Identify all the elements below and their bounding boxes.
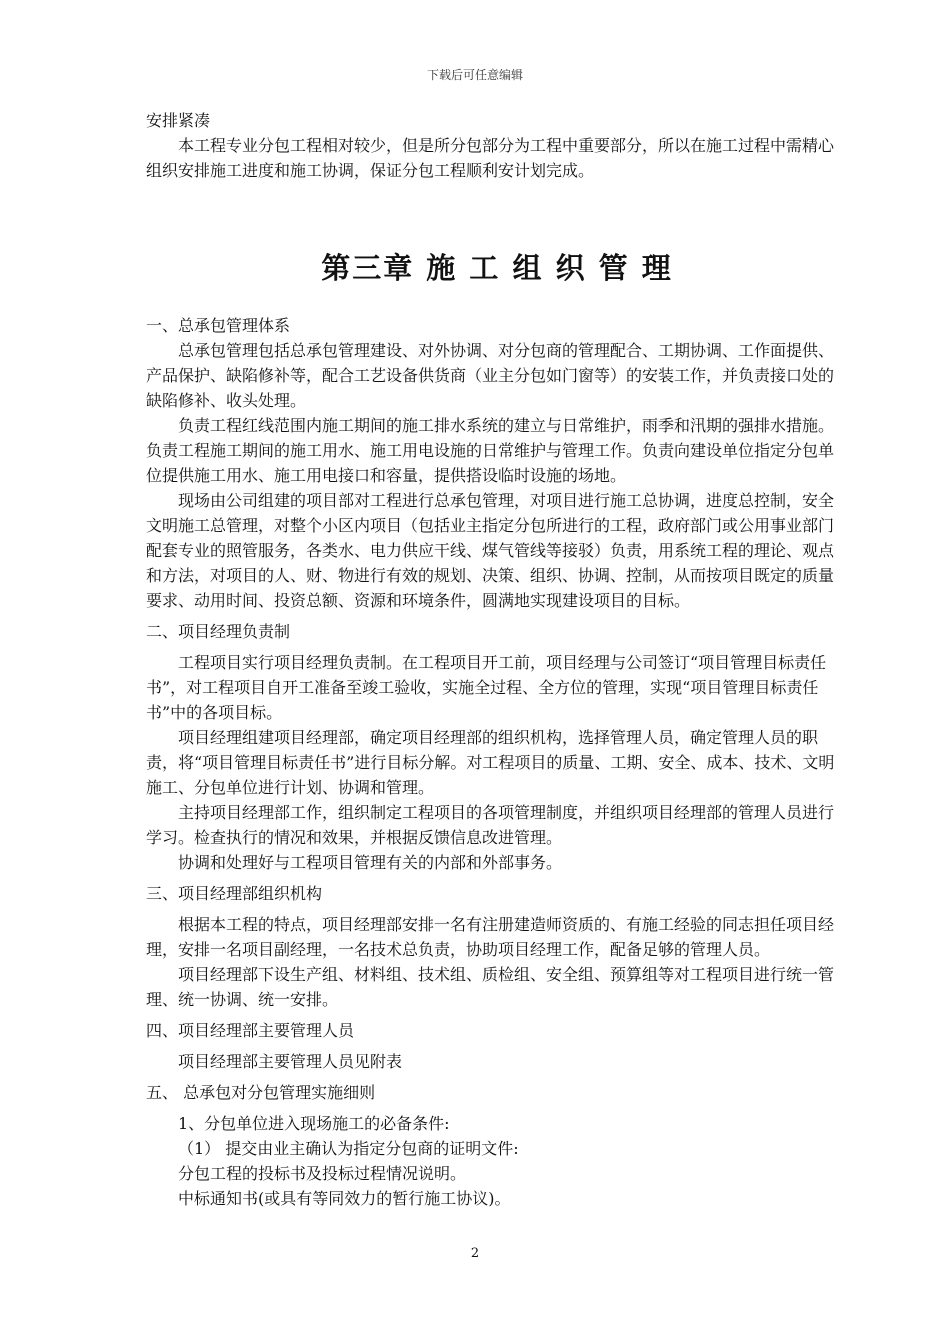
list-item: 1、分包单位进入现场施工的必备条件: [178, 1114, 450, 1133]
paragraph: 根据本工程的特点，项目经理部安排一名有注册建造师资质的、有施工经验的同志担任项目经理，安排一名项目副经理，一名技术总负责，协助项目经理工作，配备足够的管理人员。 [146, 915, 835, 959]
section-heading-2: 二、项目经理负责制 [146, 622, 291, 641]
paragraph: 项目经理部主要管理人员见附表 [178, 1052, 403, 1071]
paragraph: 项目经理组建项目经理部，确定项目经理部的组织机构，选择管理人员，确定管理人员的职责，将“项目管理目标责任书”进行目标分解。对工程项目的质量、工期、安全、成本、技术、文明施工、分包单位进行计划、协调和管理。 [146, 728, 835, 797]
list-item: 中标通知书(或具有等同效力的暂行施工协议)。 [178, 1189, 511, 1208]
list-item: （1） 提交由业主确认为指定分包商的证明文件: [178, 1139, 519, 1158]
intro-paragraph: 本工程专业分包工程相对较少，但是所分包部分为工程中重要部分，所以在施工过程中需精心组织安排施工进度和施工协调，保证分包工程顺利安计划完成。 [146, 136, 835, 180]
list-item: 分包工程的投标书及投标过程情况说明。 [178, 1164, 467, 1183]
section-heading-3: 三、项目经理部组织机构 [146, 884, 323, 903]
section-heading-5: 五、 总承包对分包管理实施细则 [146, 1083, 376, 1102]
paragraph: 负责工程红线范围内施工期间的施工排水系统的建立与日常维护，雨季和汛期的强排水措施。负责工程施工期间的施工用水、施工用电设施的日常维护与管理工作。负责向建设单位指定分包单位提供施工用水、施工用电接口和容量，提供搭设临时设施的场地。 [146, 416, 835, 485]
paragraph: 主持项目经理部工作，组织制定工程项目的各项管理制度，并组织项目经理部的管理人员进行学习。检查执行的情况和效果，并根据反馈信息改进管理。 [146, 803, 835, 847]
document-body [146, 108, 848, 1211]
paragraph: 总承包管理包括总承包管理建设、对外协调、对分包商的管理配合、工期协调、工作面提供、产品保护、缺陷修补等，配合工艺设备供货商（业主分包如门窗等）的安装工作，并负责接口处的缺陷修补、收头处理。 [146, 341, 835, 410]
section-heading-4: 四、项目经理部主要管理人员 [146, 1021, 355, 1040]
paragraph: 协调和处理好与工程项目管理有关的内部和外部事务。 [178, 853, 563, 872]
paragraph: 工程项目实行项目经理负责制。在工程项目开工前，项目经理与公司签订“项目管理目标责任书”，对工程项目自开工准备至竣工验收，实施全过程、全方位的管理，实现“项目管理目标责任书”中的各项目标。 [146, 653, 827, 722]
section-heading-1: 一、总承包管理体系 [146, 316, 291, 335]
paragraph: 现场由公司组建的项目部对工程进行总承包管理，对项目进行施工总协调，进度总控制，安全文明施工总管理，对整个小区内项目（包括业主指定分包所进行的工程，政府部门或公用事业部门配套专业的照管服务，各类水、电力供应干线、煤气管线等接驳）负责，用系统工程的理论、观点和方法，对项目的人、财、物进行有效的规划、决策、组织、协调、控制，从而按项目既定的质量要求、动用时间、投资总额、资源和环境条件，圆满地实现建设项目的目标。 [146, 491, 835, 610]
paragraph: 项目经理部下设生产组、材料组、技术组、质检组、安全组、预算组等对工程项目进行统一管理、统一协调、统一安排。 [146, 965, 835, 1009]
chapter-title: 第三章 施 工 组 织 管 理 [321, 251, 673, 285]
page-header-note: 下载后可任意编辑 [426, 68, 523, 82]
page-number: 2 [470, 1246, 480, 1261]
intro-heading: 安排紧凑 [146, 111, 211, 130]
